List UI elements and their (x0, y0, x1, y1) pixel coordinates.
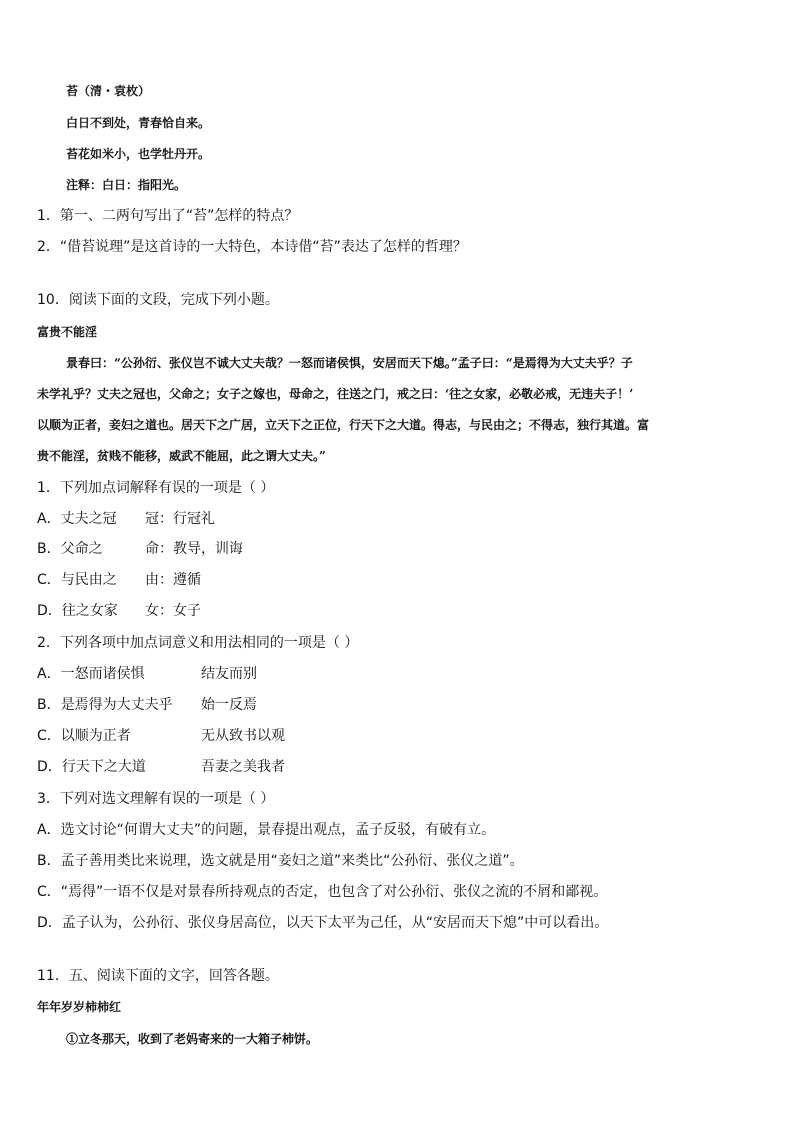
q1-option-a (37, 510, 215, 528)
option-label: D．行天下之大道 (37, 759, 146, 775)
passage-line: 景春曰：“公孙衍、张仪岂不诚大丈夫哉？一怒而诸侯惧，安居而天下熄。”孟子曰：“是焉得为大丈夫乎？子 (66, 356, 633, 370)
q1-option-c (37, 571, 201, 589)
poem-question-2: 2．“借苔说理”是这首诗的一大特色，本诗借“苔”表达了怎样的哲理？ (37, 239, 467, 255)
q3-option-a: A．选文讨论“何谓大丈夫”的问题，景春提出观点，孟子反驳，有破有立。 (37, 822, 496, 838)
option-gloss: 由：遵循 (145, 572, 201, 588)
section-11-heading: 11．五、阅读下面的文字，回答各题。 (37, 968, 279, 984)
option-label: A．丈夫之冠 (37, 511, 117, 527)
q3-option-c: C．“焉得”一语不仅是对景春所持观点的否定，也包含了对公孙衍、张仪之流的不屑和鄙视。 (37, 884, 608, 900)
section-10-passage-title: 富贵不能淫 (37, 325, 98, 339)
q3-stem: 3．下列对选文理解有误的一项是（ ） (37, 791, 275, 807)
passage-line: 以顺为正者，妾妇之道也。居天下之广居，立天下之正位，行天下之大道。得志，与民由之；不得志，独行其道。富 (37, 418, 650, 432)
option-gloss: 命：教导，训诲 (145, 541, 243, 557)
option-compare: 始一反焉 (201, 697, 257, 713)
section-11-passage-title: 年年岁岁柿柿红 (37, 1000, 122, 1014)
poem-title: 苔（清・袁枚） (66, 84, 151, 98)
option-compare: 结友而别 (201, 666, 257, 682)
poem-question-1: 1．第一、二两句写出了“苔”怎样的特点？ (37, 208, 299, 224)
option-label: C．以顺为正者 (37, 728, 131, 744)
q2-option-d (37, 758, 285, 776)
q2-stem: 2．下列各项中加点词意义和用法相同的一项是（ ） (37, 635, 359, 651)
option-label: D．往之女家 (37, 603, 118, 619)
q3-option-d: D．孟子认为，公孙衍、张仪身居高位，以天下太平为己任，从“安居而天下熄”中可以看出。 (37, 915, 609, 931)
q1-option-d (37, 602, 201, 620)
section-10-heading: 10．阅读下面的文段，完成下列小题。 (37, 292, 279, 308)
option-compare: 无从致书以观 (201, 728, 285, 744)
option-gloss: 冠：行冠礼 (145, 511, 215, 527)
q1-stem: 1．下列加点词解释有误的一项是（ ） (37, 480, 275, 496)
option-label: B．父命之 (37, 541, 103, 557)
poem-line-1: 白日不到处，青春恰自来。 (66, 116, 211, 130)
passage-line: 未学礼乎？丈夫之冠也，父命之；女子之嫁也，母命之，往送之门，戒之曰：‘往之女家，必敬必戒，无违夫子！’ (37, 387, 634, 401)
poem-line-2: 苔花如米小，也学牡丹开。 (66, 147, 211, 161)
q2-option-b (37, 696, 257, 714)
q2-option-c (37, 727, 285, 745)
option-label: B．是焉得为大丈夫乎 (37, 697, 173, 713)
q2-option-a (37, 665, 257, 683)
q1-option-b (37, 540, 243, 558)
option-label: C．与民由之 (37, 572, 117, 588)
option-label: A．一怒而诸侯惧 (37, 666, 145, 682)
option-compare: 吾妻之美我者 (201, 759, 285, 775)
option-gloss: 女：女子 (145, 603, 201, 619)
passage-line: 贵不能淫，贫贱不能移，威武不能屈，此之谓大丈夫。” (37, 449, 326, 463)
q3-option-b: B．孟子善用类比来说理，选文就是用“妾妇之道”来类比“公孙衍、张仪之道”。 (37, 853, 524, 869)
section-11-first-line: ①立冬那天，收到了老妈寄来的一大箱子柿饼。 (66, 1032, 319, 1046)
poem-note: 注释：白日：指阳光。 (66, 178, 187, 192)
